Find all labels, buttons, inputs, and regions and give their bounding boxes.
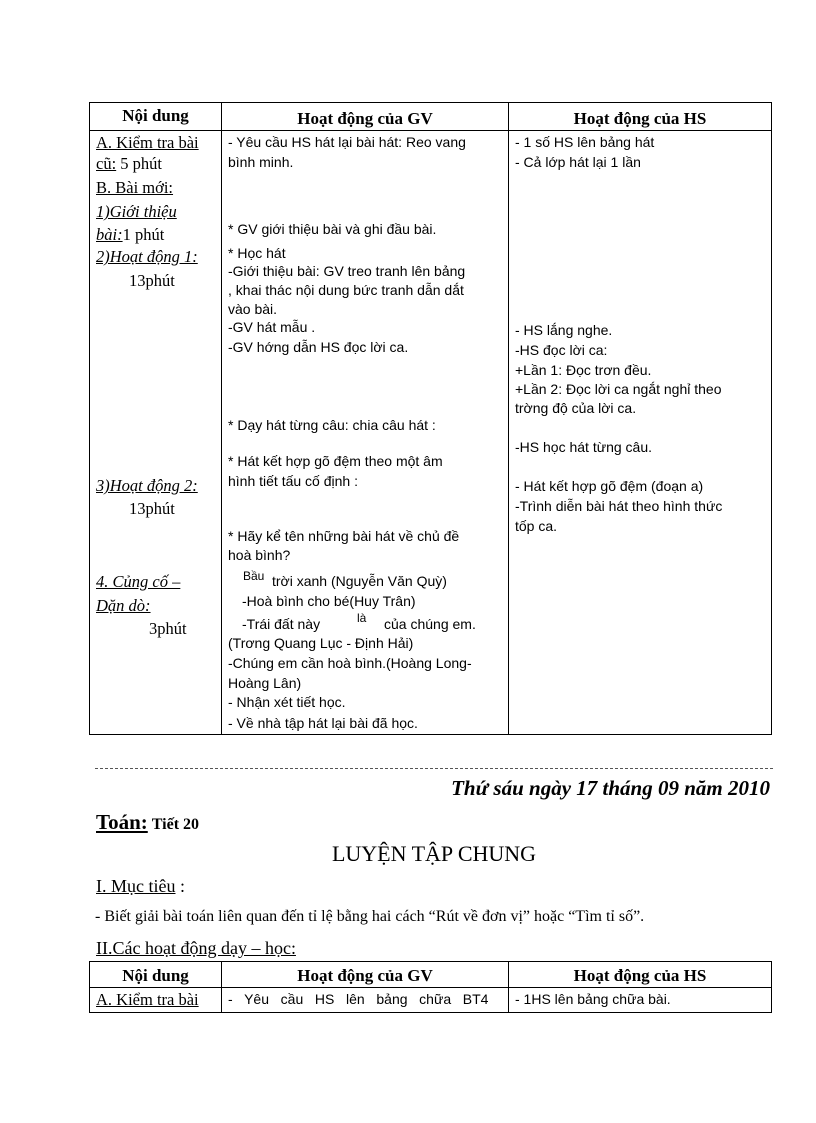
teacher-line: -GV hớng dẫn HS đọc lời ca. (228, 339, 409, 355)
teacher-line: -Chúng em cần hoà bình.(Hoàng Long- (228, 655, 472, 671)
student-line: +Lần 2: Đọc lời ca ngắt nghỉ theo (515, 381, 722, 397)
teacher-line: là (357, 611, 367, 625)
teacher-line: hình tiết tấu cố định : (228, 473, 358, 489)
student-line: tốp ca. (515, 518, 558, 534)
section-a-label: A. Kiểm tra bài (96, 990, 199, 1009)
objectives-label: Mục tiêu (106, 876, 176, 896)
consolidation-label-2: Dặn dò: (96, 596, 151, 615)
header-teacher: Hoạt động của GV (222, 962, 509, 988)
teacher-line: * GV giới thiệu bài và ghi đầu bài. (228, 221, 437, 237)
table-header-row (90, 962, 772, 988)
objectives-heading (96, 876, 185, 897)
teacher-column (222, 131, 509, 735)
teacher-line: hoà bình? (228, 547, 291, 563)
teacher-line: -Giới thiệu bài: GV treo tranh lên bảng (228, 263, 466, 279)
activity-1-label: 2)Hoạt động 1: (96, 247, 198, 266)
teacher-line: Hoàng Lân) (228, 675, 302, 691)
student-line: - 1HS lên bảng chữa bài. (515, 991, 671, 1007)
teacher-line: * Học hát (228, 245, 286, 261)
header-content: Nội dung (90, 103, 222, 131)
teacher-line: * Hãy kể tên những bài hát về chủ đề (228, 528, 460, 544)
teacher-line: * Dạy hát từng câu: chia câu hát : (228, 417, 436, 433)
consolidation-time: 3phút (149, 619, 187, 638)
teacher-line: (Trơng Quang Lục - Định Hải) (228, 635, 414, 651)
header-student: Hoạt động của HS (509, 103, 772, 131)
header-content: Nội dung (90, 962, 222, 988)
subject-heading (96, 810, 199, 835)
section-a-label: A. Kiểm tra bài (96, 133, 199, 152)
table-header-row (90, 103, 772, 131)
student-line: trờng độ của lời ca. (515, 400, 637, 416)
teacher-line: - Nhận xét tiết học. (228, 694, 346, 710)
teacher-line: bình minh. (228, 154, 294, 170)
student-line: - HS lắng nghe. (515, 322, 613, 338)
lesson-plan-table-music (89, 102, 772, 735)
content-column (90, 131, 222, 735)
student-line: -HS học hát từng câu. (515, 439, 652, 455)
teacher-line: -GV hát mẫu . (228, 319, 316, 335)
student-column (509, 131, 772, 735)
activities-label: II.Các hoạt động dạy – học: (96, 938, 296, 958)
student-line: -HS đọc lời ca: (515, 342, 608, 358)
consolidation-label: 4. Củng cố – (96, 572, 181, 591)
teacher-cell (222, 988, 509, 1013)
teacher-line: * Hát kết hợp gõ đệm theo một âm (228, 453, 443, 469)
teacher-line: - Về nhà tập hát lại bài đã học. (228, 715, 418, 731)
lesson-title: LUYỆN TẬP CHUNG (331, 841, 537, 866)
header-student: Hoạt động của HS (509, 962, 772, 988)
objectives-number: I. (96, 876, 107, 896)
student-line: - Cả lớp hát lại 1 lần (515, 154, 641, 170)
student-line: -Trình diễn bài hát theo hình thức (515, 498, 723, 514)
dashed-separator (95, 768, 773, 769)
teacher-line: -Trái đất này (242, 616, 321, 632)
teacher-line: vào bài. (228, 301, 278, 317)
student-cell (509, 988, 772, 1013)
section-a-time: 5 phút (116, 154, 163, 173)
teacher-line: - Yêu cầu HS lên bảng chữa BT4 (228, 991, 489, 1007)
lesson-plan-table-math (89, 961, 772, 1013)
lesson-number: Tiết 20 (151, 816, 200, 833)
table-body-row (90, 131, 772, 735)
intro-time: 1 phút (122, 225, 165, 244)
intro-label-2: bài: (96, 225, 123, 244)
activity-2-time: 13phút (129, 499, 175, 518)
objectives-colon: : (175, 876, 186, 896)
teacher-line: của chúng em. (384, 616, 476, 632)
intro-label: 1)Giới thiệu (96, 202, 177, 221)
student-line: - 1 số HS lên bảng hát (515, 134, 655, 150)
table-row (90, 988, 772, 1013)
section-a-old-lesson: cũ: (96, 154, 117, 173)
activity-1-time: 13phút (129, 271, 175, 290)
teacher-line: - Yêu cầu HS hát lại bài hát: Reo vang (228, 134, 466, 150)
teacher-line: Bầu (243, 569, 265, 583)
teacher-line: -Hoà bình cho bé(Huy Trân) (242, 593, 416, 609)
subject-label: Toán: (96, 810, 148, 834)
content-cell (90, 988, 222, 1013)
objective-text: - Biết giải bài toán liên quan đến tỉ lệ bằng hai cách “Rút về đơn vị” hoặc “Tìm tỉ số”. (95, 908, 645, 925)
header-teacher: Hoạt động của GV (222, 103, 509, 131)
activities-heading (96, 938, 296, 959)
section-b-label: B. Bài mới: (96, 178, 174, 197)
teacher-line: trời xanh (Nguyễn Văn Quỳ) (272, 573, 447, 589)
date-line: Thứ sáu ngày 17 tháng 09 năm 2010 (451, 776, 770, 800)
teacher-line: , khai thác nội dung bức tranh dẫn dắt (228, 282, 464, 298)
student-line: +Lần 1: Đọc trơn đều. (515, 362, 652, 378)
activity-2-label: 3)Hoạt động 2: (96, 476, 198, 495)
student-line: - Hát kết hợp gõ đệm (đoạn a) (515, 478, 704, 494)
